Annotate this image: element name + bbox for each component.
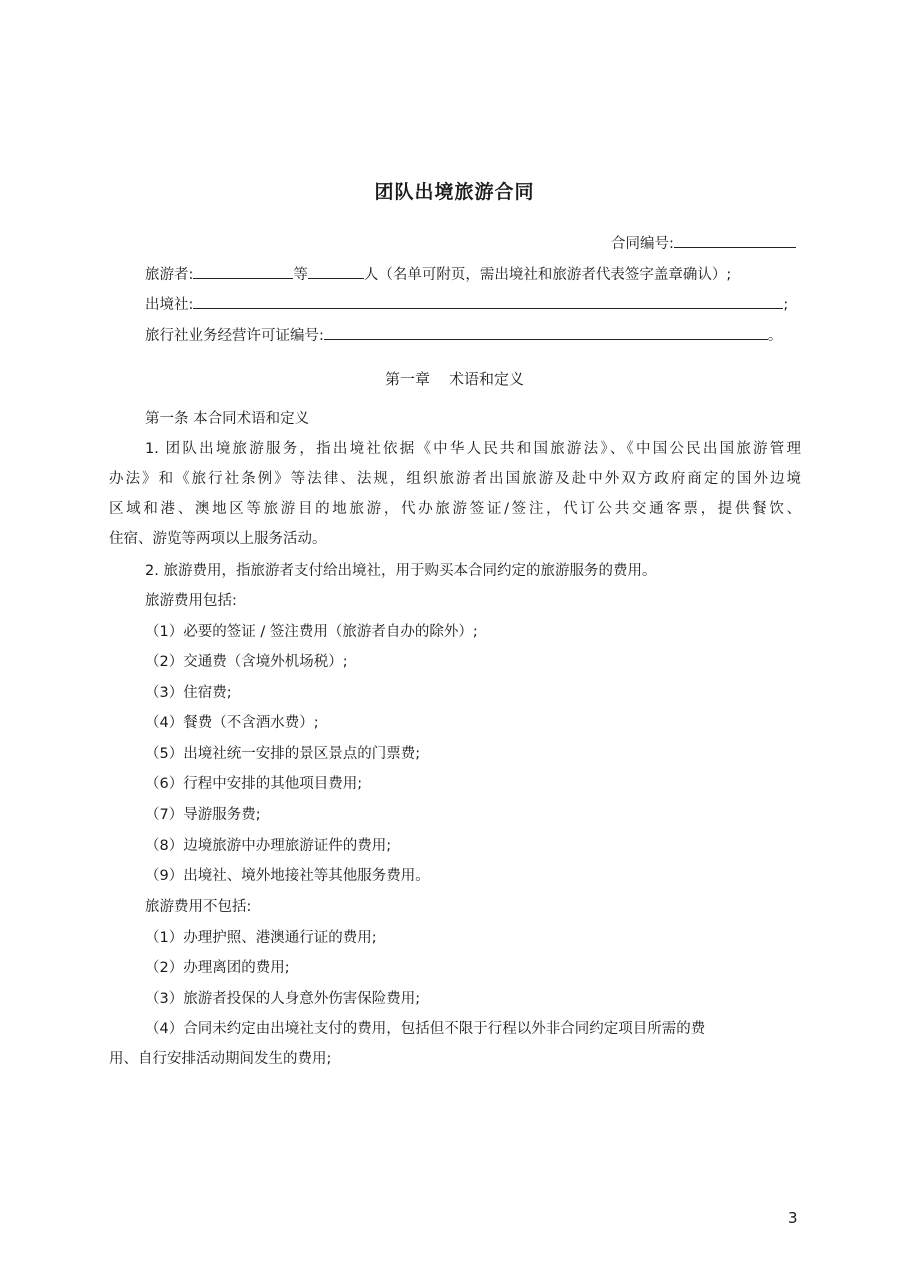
traveler-line — [145, 263, 731, 285]
license-label: 旅行社业务经营许可证编号: — [145, 328, 324, 344]
traveler-name-blank — [193, 263, 293, 279]
exclude-item-4-line-2: 用、自行安排活动期间发生的费用; — [109, 1051, 332, 1067]
agency-label: 出境社: — [145, 297, 194, 313]
article-title: 第一条 本合同术语和定义 — [145, 411, 310, 427]
exclude-item: （3）旅游者投保的人身意外伤害保险费用; — [145, 991, 421, 1007]
include-item: （8）边境旅游中办理旅游证件的费用; — [145, 838, 392, 854]
paragraph-1-line-4: 住宿、游览等两项以上服务活动。 — [109, 531, 327, 547]
traveler-mid: 等 — [293, 267, 308, 283]
paragraph-1-line-2: 办法》和《旅行社条例》等法律、法规，组织旅游者出国旅游及赴中外双方政府商定的国外边境 — [109, 471, 801, 487]
paragraph-2: 2. 旅游费用，指旅游者支付给出境社，用于购买本合同约定的旅游服务的费用。 — [145, 563, 657, 579]
contract-number-line — [611, 232, 796, 254]
page-number: 3 — [788, 1209, 798, 1227]
license-end: 。 — [767, 328, 783, 344]
agency-line — [145, 293, 788, 315]
document-title: 团队出境旅游合同 — [374, 181, 535, 203]
traveler-tail: 人（名单可附页，需出境社和旅游者代表签字盖章确认）; — [363, 267, 732, 283]
agency-blank — [193, 293, 783, 309]
exclude-item: （1）办理护照、港澳通行证的费用; — [145, 930, 377, 946]
contract-number-blank — [674, 232, 796, 248]
include-item: （1）必要的签证 / 签注费用（旅游者自办的除外）; — [145, 624, 478, 640]
include-item: （3）住宿费; — [145, 685, 232, 701]
includes-label: 旅游费用包括: — [145, 593, 237, 609]
exclude-item-4-line-1: （4）合同未约定由出境社支付的费用，包括但不限于行程以外非合同约定项目所需的费 — [145, 1021, 706, 1037]
include-item: （6）行程中安排的其他项目费用; — [145, 776, 363, 792]
traveler-label: 旅游者: — [145, 267, 194, 283]
chapter-title: 第一章 术语和定义 — [384, 370, 525, 388]
paragraph-1-line-3: 区域和港、澳地区等旅游目的地旅游，代办旅游签证/签注，代订公共交通客票，提供餐饮、 — [109, 501, 801, 517]
include-item: （5）出境社统一安排的景区景点的门票费; — [145, 746, 421, 762]
agency-end: ; — [783, 297, 789, 313]
contract-number-label: 合同编号: — [611, 236, 674, 252]
include-item: （9）出境社、境外地接社等其他服务费用。 — [145, 868, 430, 884]
license-line — [145, 324, 782, 346]
excludes-label: 旅游费用不包括: — [145, 899, 252, 915]
exclude-item: （2）办理离团的费用; — [145, 960, 290, 976]
traveler-count-blank — [308, 263, 364, 279]
include-item: （4）餐费（不含酒水费）; — [145, 715, 319, 731]
include-item: （7）导游服务费; — [145, 807, 261, 823]
license-blank — [324, 324, 768, 340]
paragraph-1-line-1: 1. 团队出境旅游服务，指出境社依据《中华人民共和国旅游法》、《中国公民出国旅游管理 — [145, 441, 801, 457]
include-item: （2）交通费（含境外机场税）; — [145, 654, 348, 670]
